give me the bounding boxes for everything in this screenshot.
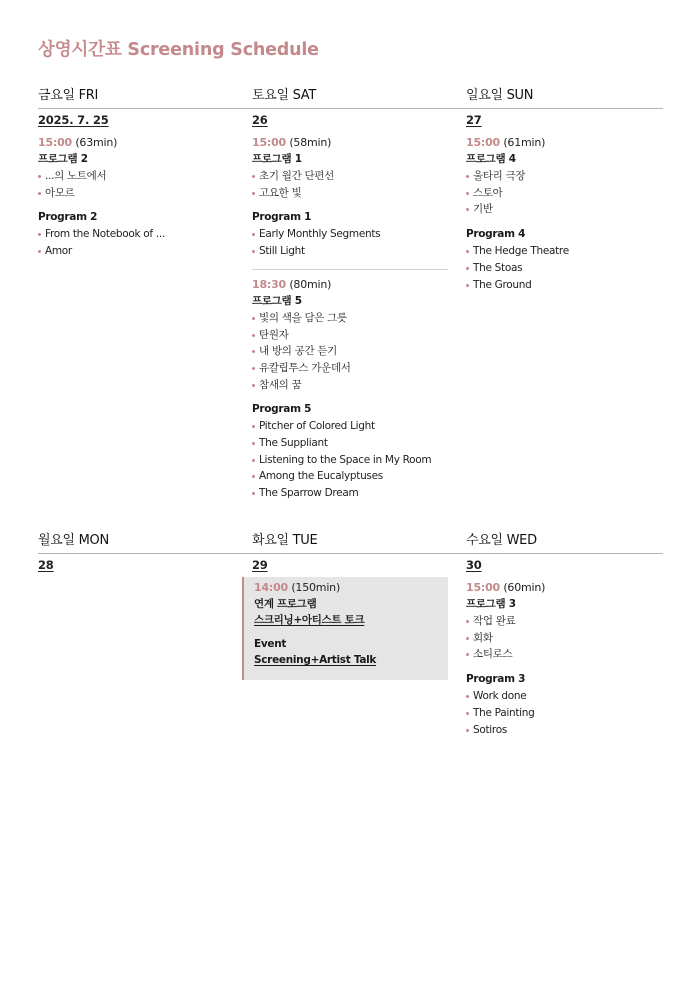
film-item: 작업 완료: [466, 613, 662, 630]
day-header-fri: 금요일 FRI: [38, 88, 99, 103]
day-header-sat: 토요일 SAT: [252, 88, 317, 103]
day-header-tue: 화요일 TUE: [252, 533, 318, 548]
duration: (80min): [289, 277, 332, 291]
film-item: 참새의 꿈: [252, 377, 448, 394]
film-list-en: [252, 226, 448, 259]
week-2-schedule: [38, 529, 663, 736]
film-item: 스토아: [466, 185, 662, 202]
duration: (150min): [291, 581, 341, 594]
start-time: 15:00: [38, 136, 73, 149]
film-item: 아모르: [38, 185, 234, 202]
program-title-kr: 프로그램 3: [466, 598, 516, 610]
start-time: 15:00: [466, 136, 501, 149]
duration: (60min): [503, 581, 546, 594]
week-1-schedule: [38, 84, 663, 500]
screening-slot: [252, 135, 448, 260]
event-subtitle-en: Screening+Artist Talk: [254, 654, 377, 666]
time-line: [252, 135, 448, 151]
film-list-en: [38, 226, 234, 259]
film-list-kr: [252, 168, 448, 201]
film-item: 내 방의 공간 듣기: [252, 343, 448, 360]
film-item: Among the Eucalyptuses: [252, 468, 448, 485]
start-time: 15:00: [252, 136, 287, 149]
film-list-kr: [38, 168, 234, 201]
duration: (58min): [289, 136, 332, 149]
film-item: The Ground: [466, 277, 662, 294]
film-item: The Painting: [466, 705, 662, 722]
date-label: 28: [38, 558, 54, 572]
day-column-mon: [38, 554, 234, 573]
film-item: ...의 노트에서: [38, 168, 234, 185]
film-item: Pitcher of Colored Light: [252, 418, 448, 435]
screening-slot: [466, 135, 662, 293]
day-column-sun: [466, 109, 662, 293]
program-title-kr: 프로그램 4: [466, 153, 516, 165]
day-column-sat: [252, 109, 448, 502]
date-label: 26: [252, 113, 268, 127]
day-header-sun: 일요일 SUN: [466, 88, 534, 103]
film-item: 탄원자: [252, 327, 448, 344]
day-header-mon: 월요일 MON: [38, 533, 109, 548]
time-line: [254, 580, 438, 596]
film-item: Early Monthly Segments: [252, 226, 448, 243]
start-time: 15:00: [466, 581, 501, 594]
film-item: 회화: [466, 630, 662, 647]
time-line: [466, 580, 662, 596]
slot-divider: [252, 269, 448, 270]
page-title: 상영시간표 Screening Schedule: [38, 40, 319, 60]
film-item: Listening to the Space in My Room: [252, 452, 448, 469]
program-title-en: Program 3: [466, 673, 526, 686]
program-title-kr: 프로그램 1: [252, 153, 302, 165]
screening-slot: [38, 135, 234, 260]
date-label: 27: [466, 113, 482, 127]
day-column-wed: [466, 554, 662, 738]
film-list-en: [466, 243, 662, 293]
film-item: Still Light: [252, 243, 448, 260]
film-item: 유칼립투스 가운데서: [252, 360, 448, 377]
event-subtitle-kr: 스크리닝+아티스트 토크: [254, 614, 365, 626]
film-list-en: [466, 688, 662, 738]
film-item: 소티로스: [466, 646, 662, 663]
day-column-tue: [252, 554, 448, 680]
duration: (61min): [503, 136, 546, 149]
program-title-en: Program 4: [466, 228, 526, 241]
screening-slot: [252, 277, 448, 502]
program-title-kr: 프로그램 2: [38, 153, 88, 165]
film-item: The Stoas: [466, 260, 662, 277]
date-label: 30: [466, 558, 482, 572]
day-header-row: [38, 84, 663, 109]
time-line: [466, 135, 662, 151]
start-time: 14:00: [254, 581, 289, 594]
time-line: [252, 277, 448, 293]
film-item: 고요한 빛: [252, 185, 448, 202]
program-title-en: Program 5: [252, 403, 312, 416]
start-time: 18:30: [252, 277, 287, 291]
date-label: 2025. 7. 25: [38, 113, 109, 127]
day-header-row: [38, 529, 663, 554]
screening-slot: [466, 580, 662, 738]
film-item: From the Notebook of ...: [38, 226, 234, 243]
program-title-en: Program 1: [252, 211, 312, 224]
film-list-kr: [466, 613, 662, 663]
date-label: 29: [252, 558, 268, 572]
day-column-fri: [38, 109, 234, 260]
program-title-en: Program 2: [38, 211, 98, 224]
duration: (63min): [75, 136, 118, 149]
film-list-en: [252, 418, 448, 502]
film-item: 빛의 색을 담은 그릇: [252, 310, 448, 327]
film-item: 초기 월간 단편선: [252, 168, 448, 185]
film-list-kr: [252, 310, 448, 394]
film-item: The Suppliant: [252, 435, 448, 452]
film-item: Amor: [38, 243, 234, 260]
event-title-kr: 연계 프로그램: [254, 598, 317, 610]
film-item: 기반: [466, 201, 662, 218]
film-item: 울타리 극장: [466, 168, 662, 185]
time-line: [38, 135, 234, 151]
film-item: The Sparrow Dream: [252, 485, 448, 502]
film-list-kr: [466, 168, 662, 218]
event-box: [242, 577, 448, 680]
film-item: The Hedge Theatre: [466, 243, 662, 260]
event-title-en: Event: [254, 638, 287, 650]
day-header-wed: 수요일 WED: [466, 533, 537, 548]
film-item: Work done: [466, 688, 662, 705]
program-title-kr: 프로그램 5: [252, 294, 302, 307]
film-item: Sotiros: [466, 722, 662, 739]
